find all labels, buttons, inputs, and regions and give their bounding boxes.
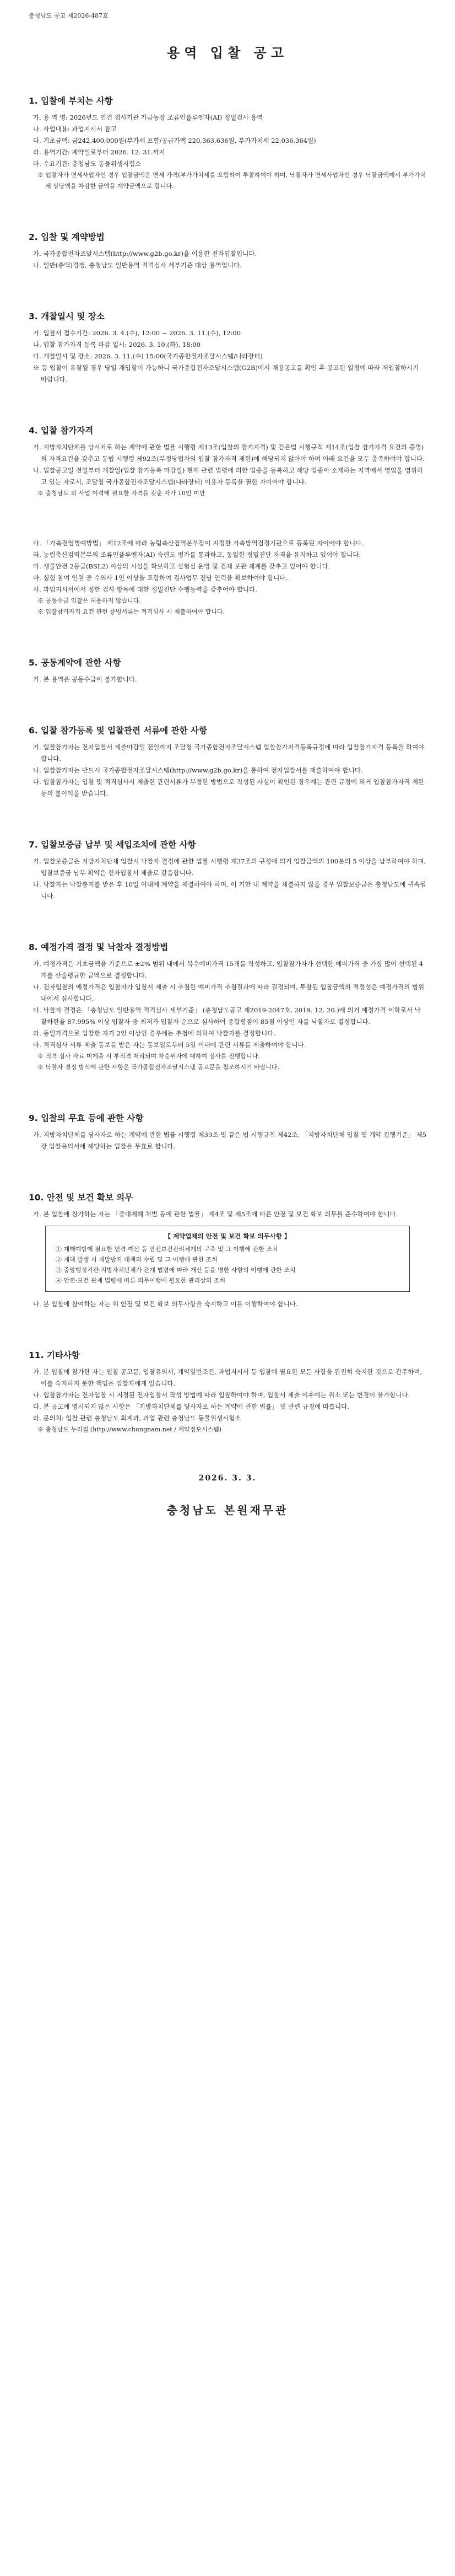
section-item: 나. 전자입찰의 예정가격은 입찰자가 입찰서 제출 시 추첨한 예비가격 추첨결과에 따라 결정되며, 투찰된 입찰금액의 적정성은 예정가격의 범위 내에서 심사합니다. [33,983,425,1002]
section-item: 가. 입찰서 접수기간: 2026. 3. 4.(수), 12:00 ~ 2026. 3. 11.(수), 12:00 [33,329,241,337]
section-title: 8. 예정가격 결정 및 낙찰자 결정방법 [29,942,169,952]
section-item: 마. 수요기관: 충청남도 동물위생시험소 [33,160,142,168]
section-item: 나. 입찰공고일 전일부터 개찰일(입찰 참가등록 마감일) 현재 관련 법령에 의한 업종을 등록하고 해당 업종이 소재하는 지역에서 영업을 영위하고 있는 자로서, 조달청 국가종합전자조달시스템(나라장터) 이용자 등록을 필한 자이어야 합니다. [33,466,423,486]
section-item: 가. 본 용역은 공동수급이 불가합니다. [33,675,137,683]
section-item: 나. 낙찰자는 낙찰통지를 받은 후 10일 이내에 계약을 체결하여야 하며, 이 기한 내 계약을 체결하지 않을 경우 입찰보증금은 충청남도에 귀속됩니다. [33,881,426,900]
footer-org: 충청남도 본원재무관 [166,1504,289,1517]
section-item: 라. 동일가격으로 입찰한 자가 2인 이상인 경우에는 추첨에 의하여 낙찰자를 결정합니다. [33,1029,275,1037]
section-11 [29,1191,426,1310]
page-title: 용역 입찰 공고 [167,45,288,61]
section-8 [29,838,426,902]
section-item: 다. 기초금액: 금242,400,000원(부가세 포함/공급가액 220,363,636원, 부가가치세 22,036,364원) [33,137,316,144]
section-item: 다. 「가축전염병예방법」 제12조에 따라 농림축산검역본부장이 지정한 가축방역검정기관으로 등록된 자이어야 합니다. [33,539,364,547]
section-item: 나. 본 입찰에 참여하는 자는 위 안전 및 보건 확보 의무사항을 숙지하고 이를 이행하여야 합니다. [33,1300,298,1308]
section-item: 나. 사업내용: 과업지시서 참고 [33,125,117,133]
section-item: 마. 적격심사 서류 제출 통보를 받은 자는 통보일로부터 5일 이내에 관련 서류를 제출하여야 합니다. [33,1041,306,1049]
section-note: ※ 공동수급 입찰은 허용하지 않습니다. [37,597,141,604]
section-item: 바. 실험 참여 인원 중 수의사 1인 이상을 포함하여 검사업무 전담 인력을 확보하여야 합니다. [33,574,288,582]
section-6 [29,656,426,685]
section-2 [29,230,426,271]
section-item: 가. 지방자치단체를 당사자로 하는 계약에 관한 법률 시행령 제39조 및 같은 법 시행규칙 제42조, 「지방자치단체 입찰 및 계약 집행기준」 제5장 입찰유의서에 해당하는 입찰은 무효로 합니다. [33,1131,427,1150]
section-item: 나. 일반(총액)경쟁, 충청남도 일반용역 적격심사 세부기준 대상 용역입니다. [33,261,242,269]
section-item: 라. 용역기간: 계약일로부터 2026. 12. 31.까지 [33,148,165,156]
section-9 [29,941,426,1073]
section-title: 9. 입찰의 무효 등에 관한 사항 [29,1113,144,1123]
box-item: ① 재해예방에 필요한 인력·예산 등 안전보건관리체계의 구축 및 그 이행에 관한 조치 [56,1246,278,1253]
section-item: 사. 과업지시서에서 정한 검사 항목에 대한 정밀진단 수행능력을 갖추어야 합니다. [33,586,257,593]
section-item: 가. 입찰보증금은 지방자치단체 입찰시 낙찰자 결정에 관한 법률 시행령 제37조의 규정에 의거 입찰금액의 100분의 5 이상을 납부하여야 하며, 입찰보증금 납부 확약은 전자입찰서 제출로 갈음합니다. [33,857,426,877]
section-note: ※ 충청남도 외 사업 이력에 필요한 자격을 갖춘 자가 10인 미만 [37,490,205,497]
section-7 [29,724,426,799]
section-item: 가. 본 입찰에 참가하는 자는 「중대재해 처벌 등에 관한 법률」 제4조 및 제5조에 따른 안전 및 보건 확보 의무를 준수하여야 합니다. [33,1210,398,1218]
box-title: 【 계약업체의 안전 및 보건 확보 의무사항 】 [164,1232,291,1240]
section-title: 5. 공동계약에 관한 사항 [29,658,121,668]
section-note: ※ 충청남도 누리집 (http://www.chungnam.net / 계약정보시스템) [37,1426,222,1433]
notice-number: 충청남도 공고 제2026-487호 [29,12,109,19]
box-item: ④ 안전·보건 관계 법령에 따른 의무이행에 필요한 관리상의 조치 [56,1277,226,1284]
section-item: ※ 등 입찰이 유찰될 경우 당일 재입찰이 가능하니 국가종합전자조달시스템(G2B)에서 재용공고를 확인 후 공고된 일정에 따라 재입찰하시기 바랍니다. [33,364,419,383]
section-10 [29,1112,426,1152]
section-item: 나. 입찰 참가자격 등록 마감 일시: 2026. 3. 10.(화), 18:00 [33,341,201,348]
section-item: 가. 지방자치단체를 당사자로 하는 계약에 관한 법률 시행령 제13조(입찰의 참가자격) 및 같은법 시행규칙 제14조(입찰 참가자격 요건의 증명)의 자격요건을 갖추고 동법 시행령 제92조(부정당업자의 입찰 참가자격 제한)에 해당되지 않아야 하며 아래 요건을 모두 충족하여야 합니다. [33,443,425,463]
safety-duty-box [45,1226,410,1292]
section-item: 라. 문의처: 입찰 관련 충청남도 회계과, 과업 관련 충청남도 동물위생시험소 [33,1414,241,1422]
section-item: 다. 낙찰자 결정은 「충청남도 일반용역 적격심사 세부기준」 (충청남도공고 제2019-2047호, 2019. 12. 20.)에 의거 예정가격 이하로서 낙찰하한율 87.995% 이상 입찰자 중 최저가 입찰자 순으로 심사하여 종합평점이 85점 이상인 자를 낙찰자로 결정합니다. [33,1006,421,1026]
section-note: ※ 입찰자가 면세사업자인 경우 입찰금액은 면세 가격(부가가치세를 포함하여 투찰하여야 하며, 낙찰자가 면세사업자인 경우 낙찰금액에서 부가가치세 상당액을 차감한 금액을 계약금액으로 합니다. [37,171,426,190]
section-item: 가. 본 입찰에 참가한 자는 입찰 공고문, 입찰유의서, 계약일반조건, 과업지시서 등 입찰에 필요한 모든 사항을 완전히 숙지한 것으로 간주하며, 이를 숙지하지 못한 책임은 입찰자에게 있습니다. [33,1368,422,1387]
section-item: 나. 입찰참가자는 반드시 국가종합전자조달시스템(http://www.g2b.go.kr)을 통하여 전자입찰서를 제출하여야 합니다. [33,766,363,774]
section-item: 가. 국가종합전자조달시스템(http://www.g2b.go.kr)을 이용한 전자입찰입니다. [33,250,257,257]
section-5 [29,538,426,618]
section-note: ※ 적격 심사 자료 미제출 시 부적격 처리되며 차순위자에 대하여 심사를 진행합니다. [37,1053,260,1060]
section-item: 다. 입찰참가자는 입찰 및 적격심사시 제출한 관련서류가 부정한 방법으로 작성된 사실이 확인된 경우에는 관련 규정에 의거 입찰참가자격 제한 등의 불이익을 받습니다. [33,778,425,797]
section-item: 마. 생물안전 2등급(BSL2) 이상의 시설을 확보하고 실험실 운영 및 검체 보관 체계를 갖추고 있어야 합니다. [33,562,331,570]
section-item: 가. 입찰참가자는 전자입찰서 제출마감일 전일까지 조달청 국가종합전자조달시스템 입찰참가자격등록규정에 따라 입찰참가자격 등록을 하여야 합니다. [33,743,425,763]
section-title: 1. 입찰에 부치는 사항 [29,96,113,106]
section-note: ※ 입찰참가자격 요건 관련 증빙서류는 적격심사 시 제출하여야 합니다. [37,608,225,615]
section-3 [29,310,426,385]
section-title: 11. 기타사항 [29,1350,80,1360]
section-item: 나. 입찰참가자는 전자입찰 시 지정된 전자입찰서 작성 방법에 따라 입찰하여야 하며, 입찰서 제출 이후에는 취소 또는 변경이 불가합니다. [33,1391,410,1399]
section-title: 3. 개찰일시 및 장소 [29,312,105,321]
footer-date: 2026. 3. 3. [198,1474,257,1483]
section-title: 6. 입찰 참가등록 및 입찰관련 서류에 관한 사항 [29,726,207,736]
section-title: 7. 입찰보증금 납부 및 세입조치에 관한 사항 [29,840,196,850]
notice-sections [29,94,426,1435]
section-1 [29,94,426,192]
box-item: ③ 중앙행정기관·지방자치단체가 관계 법령에 따라 개선 등을 명한 사항의 이행에 관한 조치 [56,1266,296,1274]
section-note: ※ 낙찰자 결정 방식에 관한 사항은 국가종합전자조달시스템 공고문을 참조하시기 바랍니다. [37,1064,280,1071]
section-item: 가. 용 역 명: 2026년도 인건 검사기관 가금농장 조류인플루엔자(AI) 정밀검사 용역 [33,114,263,121]
section-title: 4. 입찰 참가자격 [29,426,94,436]
section-12 [29,1349,426,1435]
section-item: 다. 개찰일시 및 장소: 2026. 3. 11.(수) 15:00(국가종합전자조달시스템/나라장터) [33,352,263,360]
section-item: 가. 예정가격은 기초금액을 기준으로 ±2% 범위 내에서 복수예비가격 15개를 작성하고, 입찰참가자가 선택한 예비가격 중 가장 많이 선택된 4개를 산술평균한 금액으로 결정합니다. [33,960,424,979]
box-item: ② 재해 발생 시 재발방지 대책의 수립 및 그 이행에 관한 조치 [56,1256,218,1263]
section-title: 10. 안전 및 보건 확보 의무 [29,1193,133,1203]
section-title: 2. 입찰 및 계약방법 [29,232,105,242]
section-item: 다. 본 공고에 명시되지 않은 사항은 「지방자치단체를 당사자로 하는 계약에 관한 법률」 및 관련 규정에 따릅니다. [33,1403,349,1410]
section-item: 라. 농림축산검역본부의 조류인플루엔자(AI) 숙련도 평가를 통과하고, 동일한 정밀진단 자격을 유지하고 있어야 합니다. [33,551,361,559]
section-4 [29,424,426,499]
